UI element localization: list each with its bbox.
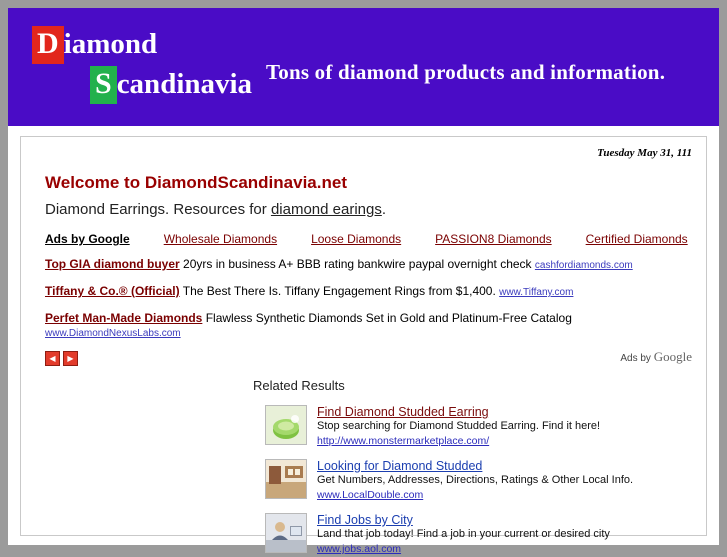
subtitle-prefix: Diamond Earrings. Resources for [45, 201, 271, 218]
ad-link-wholesale-diamonds[interactable]: Wholesale Diamonds [163, 232, 278, 246]
ad-link-passion8-diamonds[interactable]: PASSION8 Diamonds [435, 232, 552, 246]
result-body [317, 405, 695, 447]
logo-line-diamond [32, 26, 157, 64]
logo-letter-d: D [32, 26, 64, 64]
result-title[interactable]: Find Diamond Studded Earring [317, 405, 489, 419]
ring-box-icon [265, 405, 307, 445]
content-card [20, 136, 707, 555]
logo-word-candinavia: candinavia [116, 68, 253, 100]
ad-desc-tiffany: The Best There Is. Tiffany Engagement Rings from $1,400. [182, 284, 496, 298]
ads-by-prefix: Ads by [620, 353, 654, 364]
diamond-earings-link[interactable]: diamond earings [270, 201, 382, 218]
next-arrow-icon[interactable]: ▶ [63, 351, 78, 366]
result-description: Get Numbers, Addresses, Directions, Ratings & Other Local Info. [317, 474, 634, 486]
result-url[interactable]: www.jobs.aol.com [317, 543, 402, 555]
google-wordmark: Google [653, 349, 692, 364]
result-body [317, 513, 695, 555]
ad-desc-man-made: Flawless Synthetic Diamonds Set in Gold and Platinum-Free Catalog [205, 311, 572, 325]
related-results-heading: Related Results [253, 378, 345, 393]
site-header [8, 8, 719, 126]
list-item[interactable] [265, 405, 695, 447]
result-url[interactable]: http://www.monstermarketplace.com/ [317, 435, 490, 447]
list-item[interactable] [265, 513, 695, 555]
ad-title-gia-buyer[interactable]: Top GIA diamond buyer [45, 257, 180, 271]
ad-url-tiffany[interactable]: www.Tiffany.com [499, 287, 574, 298]
ad-title-man-made[interactable]: Perfet Man-Made Diamonds [45, 311, 203, 325]
page-title: Welcome to DiamondScandinavia.net [45, 173, 347, 192]
header-tagline: Tons of diamond products and information. [266, 60, 666, 84]
page-subtitle [45, 201, 692, 218]
logo-line-scandinavia [90, 66, 252, 104]
ads-by-google-badge [620, 349, 692, 365]
prev-arrow-icon[interactable]: ◀ [45, 351, 60, 366]
storefront-icon [265, 459, 307, 499]
site-logo[interactable] [32, 26, 252, 118]
date-stamp: Tuesday May 31, 111 [597, 147, 692, 159]
list-item[interactable] [265, 459, 695, 501]
desk-worker-icon [265, 513, 307, 553]
result-title[interactable]: Looking for Diamond Studded [317, 459, 483, 473]
ad-row [45, 311, 692, 341]
ads-by-google-label[interactable]: Ads by Google [45, 232, 130, 246]
ad-title-tiffany[interactable]: Tiffany & Co.® (Official) [45, 284, 180, 298]
ad-url-man-made[interactable]: www.DiamondNexusLabs.com [45, 328, 181, 339]
result-url[interactable]: www.LocalDouble.com [317, 489, 424, 501]
logo-word-iamond: iamond [63, 28, 158, 60]
ad-url-gia-buyer[interactable]: cashfordiamonds.com [534, 260, 633, 271]
result-body [317, 459, 695, 501]
ad-row [45, 284, 692, 300]
ad-row [45, 257, 692, 273]
subtitle-suffix: . [381, 201, 387, 218]
ad-link-certified-diamonds[interactable]: Certified Diamonds [585, 232, 688, 246]
ads-link-bar [45, 232, 692, 246]
result-title[interactable]: Find Jobs by City [317, 513, 413, 527]
result-description: Land that job today! Find a job in your current or desired city [317, 528, 610, 540]
site-shell [8, 8, 719, 555]
ad-link-loose-diamonds[interactable]: Loose Diamonds [311, 232, 402, 246]
ad-desc-gia-buyer: 20yrs in business A+ BBB rating bankwire paypal overnight check [183, 257, 532, 271]
result-description: Stop searching for Diamond Studded Earring. Find it here! [317, 420, 601, 432]
logo-letter-s: S [90, 66, 117, 104]
ad-pager [45, 351, 692, 366]
